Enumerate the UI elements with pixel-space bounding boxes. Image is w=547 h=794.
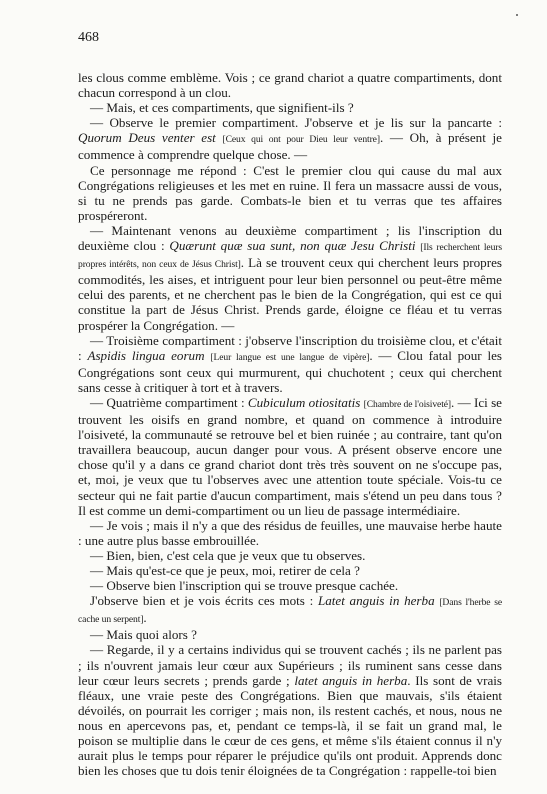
translation-gloss: [Ceux qui ont pour Dieu leur ventre] (222, 134, 380, 146)
translation-gloss: [Leur langue est une langue de vipère] (210, 351, 370, 363)
paragraph (78, 593, 502, 627)
translation-gloss: [Chambre de l'oisiveté] (363, 398, 452, 410)
text-run: — Observe bien l'inscription qui se trouve presque cachée. (90, 578, 399, 594)
paragraph (78, 548, 502, 563)
paragraph (78, 578, 502, 593)
latin-quote: Aspidis lingua eorum (87, 347, 205, 363)
paragraph (78, 100, 502, 115)
latin-quote: Latet anguis in herba (317, 593, 435, 609)
text-run: les clous comme emblème. Vois ; ce grand chariot a quatre compartiments, dont chacun correspond à un clou. (78, 70, 502, 101)
latin-quote: latet anguis in herba (294, 672, 408, 688)
paragraph (78, 333, 502, 395)
text-run: . — Clou fatal pour les Congrégations sont ceux qui murmurent, qui chuchotent ; ceux qui cherchent sans cesse à critiquer à tort et à travers. (78, 347, 502, 395)
text-run: . — Ici se trouvent les oisifs en grand nombre, et quand on commence à introduire l'oisiveté, la communauté se retrouve bel et bien ruinée ; au contraire, tant qu'on travaillera beaucoup, aucun danger pour vous. A présent observe encore une chose qu'il y a dans ce grand chariot dont très très souvent on ne s'occupe pas, et, moi, je veux que tu l'observes avec une attention toute spéciale. Vois-tu ce secteur qui ne fait partie d'aucun compartiment, mais s'étend un peu dans tous ? Il est comme un demi-compartiment ou un lieu de passage intermédiaire. (78, 394, 502, 518)
paragraph (78, 115, 502, 162)
text-run: — Troisième compartiment : j'observe l'inscription du troisième clou, et c'était : (78, 332, 502, 363)
text-run: — Bien, bien, c'est cela que je veux que tu observes. (90, 547, 366, 563)
latin-quote: Quorum Deus venter est (78, 130, 216, 146)
text-run: — Mais quoi alors ? (90, 627, 197, 643)
text-run: . Là se trouvent ceux qui cherchent leurs propres commodités, les aises, et intriguent pour leur bien personnel ou peut-être même celui des parents, et ne cherchent pas le bien de la Congrégation, qui est ce qui constitue la part de Jésus Christ. Prends garde, éloigne ce fléau et tu verras prospérer la Congrégation. — (78, 255, 502, 333)
text-run: — Je vois ; mais il n'y a que des résidus de feuilles, une mauvaise herbe haute : une autre plus basse embrouillée. (78, 517, 502, 548)
body-text (78, 70, 502, 778)
paragraph (78, 627, 502, 642)
paragraph (78, 223, 502, 333)
text-run: — Quatrième compartiment : (90, 394, 248, 410)
text-run (216, 130, 223, 145)
latin-quote: Quærunt quæ sua sunt, non quæ Jesu Christi (169, 238, 416, 254)
text-run: . (143, 610, 147, 626)
text-run: Ce personnage me répond : C'est le premier clou qui cause du mal aux Congrégations religieuses et les met en ruine. Il fera un massacre aussi de vous, si tu ne prends pas garde. Combats-le bien et tu verras que tes affaires prospéreront. (78, 162, 502, 223)
text-run: — Mais qu'est-ce que je peux, moi, retirer de cela ? (90, 563, 360, 578)
latin-quote: Cubiculum otiositatis (247, 394, 361, 410)
text-run: . Ils sont de vrais fléaux, une vraie peste des Congrégations. Bien que mauvais, s'ils étaient dévoilés, on pourrait les corriger ; mais non, ils restent cachés, et nous, nous ne nous en apercevons pas, et, pendant ce temps-là, il se fait un grand mal, le poison se multiplie dans le cœur de ces gens, et même s'ils étaient connus il n'y aurait plus le temps pour réparer le préjudice qu'ils ont produit. Apprends donc bien les choses que tu dois tenir éloignées de ta Congrégation : rappelle-toi bien (78, 672, 503, 779)
page-speck (516, 14, 518, 16)
text-run: — Mais, et ces compartiments, que signifient-ils ? (90, 100, 354, 116)
paragraph (78, 70, 502, 100)
text-run: — Observe le premier compartiment. J'observe et je lis sur la pancarte : (90, 115, 502, 131)
paragraph (78, 563, 502, 578)
text-run: — Regarde, il y a certains individus qui se trouvent cachés ; ils ne parlent pas ; ils n'ouvrent jamais leur cœur aux Supérieurs ; ils ruminent sans cesse dans leur cœur leurs secrets ; prends garde ; (78, 642, 502, 688)
page-number: 468 (78, 30, 99, 45)
paragraph (78, 395, 502, 518)
text-run: — Maintenant venons au deuxième compartiment ; lis l'inscription du deuxième clou : (78, 222, 502, 254)
paragraph (78, 642, 502, 778)
paragraph (78, 518, 502, 548)
translation-gloss: [Dans l'herbe se cache un serpent] (78, 597, 502, 626)
text-run: . — Oh, à présent je commence à comprendre quelque chose. — (78, 130, 502, 163)
text-run: J'observe bien et je vois écrits ces mots : (90, 593, 318, 609)
translation-gloss: [Ils recherchent leurs propres intérêts, non ceux de Jésus Christ] (78, 242, 502, 271)
paragraph (78, 163, 502, 223)
